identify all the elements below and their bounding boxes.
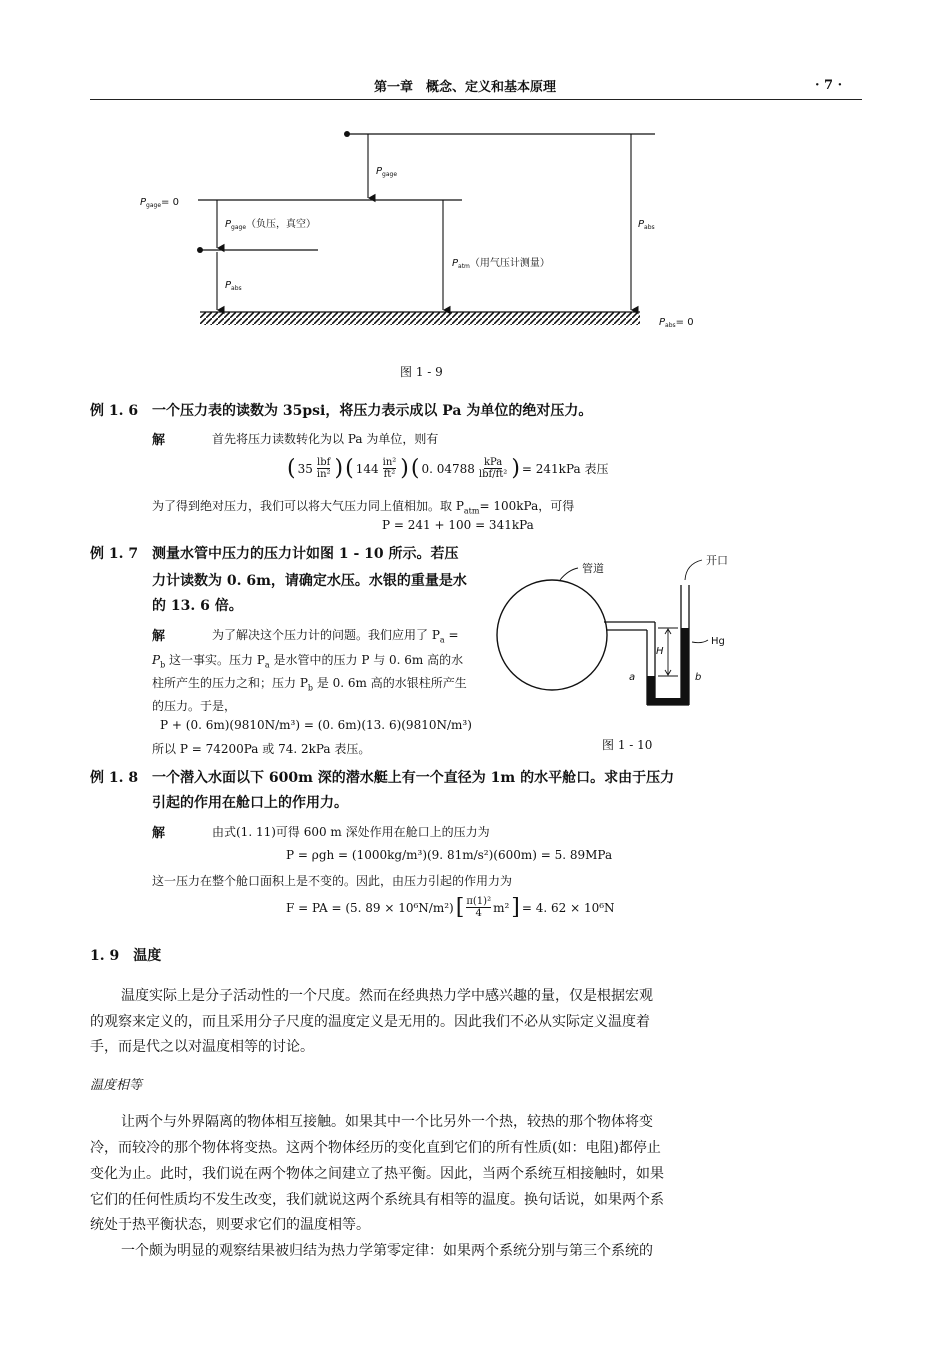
- section-1-9-p2-line2: 冷，而较冷的那个物体将变热。这两个物体经历的变化直到它们的所有性质(如：电阻)都停止: [90, 1140, 661, 1156]
- page-number: · 7 ·: [815, 78, 843, 93]
- label-p-gage-zero: $P_{gage}= 0$: [140, 197, 179, 209]
- header-rule: [90, 99, 862, 100]
- example-1-6-equation1: ( 35 lbf in² ) ( 144 in² ft² ) ( 0. 04788 kPa lbf/ft² ) = 241kPa 表压: [287, 456, 609, 481]
- section-1-9-p3-line1: 一个颇为明显的观察结果被归结为热力学第零定律：如果两个系统分别与第三个系统的: [121, 1243, 653, 1259]
- label-open: 开口: [706, 554, 728, 567]
- example-1-7-problem-line2: 力计读数为 0. 6m，请确定水压。水银的重量是水: [152, 573, 467, 589]
- figure-1-10: [490, 550, 750, 725]
- label-p-abs-left: $P_{abs}$: [225, 280, 242, 292]
- example-1-8-equation2: F = PA = (5. 89 × 10⁶N/m²) [ π(1)² 4 m² ] = 4. 62 × 10⁶N: [286, 895, 615, 920]
- example-1-8-solution-tag: 解: [152, 826, 167, 841]
- section-1-9-title: 1. 9 温度: [90, 948, 162, 964]
- label-p-gage-vacuum: $P_{gage}$（负压，真空）: [225, 219, 317, 231]
- example-1-7-label: 例 1. 7: [90, 546, 139, 562]
- label-p-abs-zero: $P_{abs}= 0$: [659, 317, 694, 329]
- example-1-8-solution-line2: 这一压力在整个舱口面积上是不变的。因此，由压力引起的作用力为: [152, 874, 513, 888]
- label-p-abs-right: $P_{abs}$: [638, 219, 655, 231]
- subheading-temperature-equality: 温度相等: [90, 1078, 143, 1093]
- pipe-circle: [497, 580, 607, 690]
- section-1-9-p1-line1: 温度实际上是分子活动性的一个尺度。然而在经典热力学中感兴趣的量，仅是根据宏观: [121, 988, 653, 1004]
- label-hg: Hg: [711, 636, 725, 647]
- example-1-6-solution-tag: 解: [152, 433, 167, 448]
- ground-hatch: [200, 312, 640, 325]
- label-p-atm: $P_{atm}$（用气压计测量）: [452, 258, 550, 270]
- section-1-9-p2-line5: 统处于热平衡状态，则要求它们的温度相等。: [90, 1217, 370, 1233]
- example-1-7-problem-line1: 测量水管中压力的压力计如图 1 - 10 所示。若压: [152, 546, 459, 562]
- example-1-8-label: 例 1. 8: [90, 770, 139, 786]
- example-1-8-problem-line2: 引起的作用在舱口上的作用力。: [152, 795, 348, 811]
- figure-1-10-caption: 图 1 - 10: [602, 738, 653, 752]
- example-1-7-result: 所以 P = 74200Pa 或 74. 2kPa 表压。: [152, 742, 371, 756]
- example-1-7-problem-line3: 的 13. 6 倍。: [152, 598, 243, 614]
- label-h: H: [656, 646, 664, 657]
- example-1-6-solution-line2: 为了得到绝对压力，我们可以将大气压力同上值相加。取 $P_{atm}= 100kPa$，可得: [152, 499, 575, 516]
- example-1-6-equation2: P = 241 + 100 = 341kPa: [382, 518, 534, 532]
- example-1-8-equation1: P = ρgh = (1000kg/m³)(9. 81m/s²)(600m) = 5. 89MPa: [286, 848, 613, 862]
- label-p-gage-top: $P_{gage}$: [376, 166, 398, 178]
- example-1-6-label: 例 1. 6: [90, 403, 139, 419]
- example-1-6-solution-line1: 首先将压力读数转化为以 Pa 为单位，则有: [212, 432, 439, 446]
- label-b: b: [695, 672, 702, 683]
- example-1-8-problem-line1: 一个潜入水面以下 600m 深的潜水艇上有一个直径为 1m 的水平舱口。求由于压力: [152, 770, 675, 786]
- example-1-7-solution-line1: 为了解决这个压力计的问题。我们应用了 $P_a$ =: [212, 628, 459, 645]
- example-1-7-solution-line3: 柱所产生的压力之和；压力 $P_b$ 是 0. 6m 高的水银柱所产生: [152, 676, 467, 693]
- section-1-9-p1-line2: 的观察来定义的，而且采用分子尺度的温度定义是无用的。因此我们不必从实际定义温度着: [90, 1014, 650, 1030]
- example-1-6-problem: 一个压力表的读数为 35psi，将压力表示成以 Pa 为单位的绝对压力。: [152, 403, 593, 419]
- example-1-7-solution-line2: $P_b$ 这一事实。压力 $P_a$ 是水管中的压力 P 与 0. 6m 高的水: [152, 653, 464, 670]
- example-1-7-equation1: P + (0. 6m)(9810N/m³) = (0. 6m)(13. 6)(9810N/m³): [160, 718, 472, 732]
- example-1-8-solution-line1: 由式(1. 11)可得 600 m 深处作用在舱口上的压力为: [212, 825, 490, 839]
- section-1-9-p1-line3: 手，而是代之以对温度相等的讨论。: [90, 1039, 314, 1055]
- example-1-7-solution-line4: 的压力。于是，: [152, 699, 237, 713]
- section-1-9-p2-line4: 它们的任何性质均不发生改变，我们就说这两个系统具有相等的温度。换句话说，如果两个系: [90, 1192, 664, 1208]
- example-1-7-solution-tag: 解: [152, 629, 167, 644]
- figure-1-9-caption: 图 1 - 9: [400, 365, 443, 379]
- figure-1-9: [140, 120, 720, 340]
- section-1-9-p2-line3: 变化为止。此时，我们说在两个物体之间建立了热平衡。因此，当两个系统互相接触时，如果: [90, 1166, 664, 1182]
- label-a: a: [629, 672, 636, 683]
- label-pipe: 管道: [582, 562, 604, 575]
- chapter-header: 第一章 概念、定义和基本原理: [374, 80, 557, 95]
- section-1-9-p2-line1: 让两个与外界隔离的物体相互接触。如果其中一个比另外一个热，较热的那个物体将变: [121, 1114, 653, 1130]
